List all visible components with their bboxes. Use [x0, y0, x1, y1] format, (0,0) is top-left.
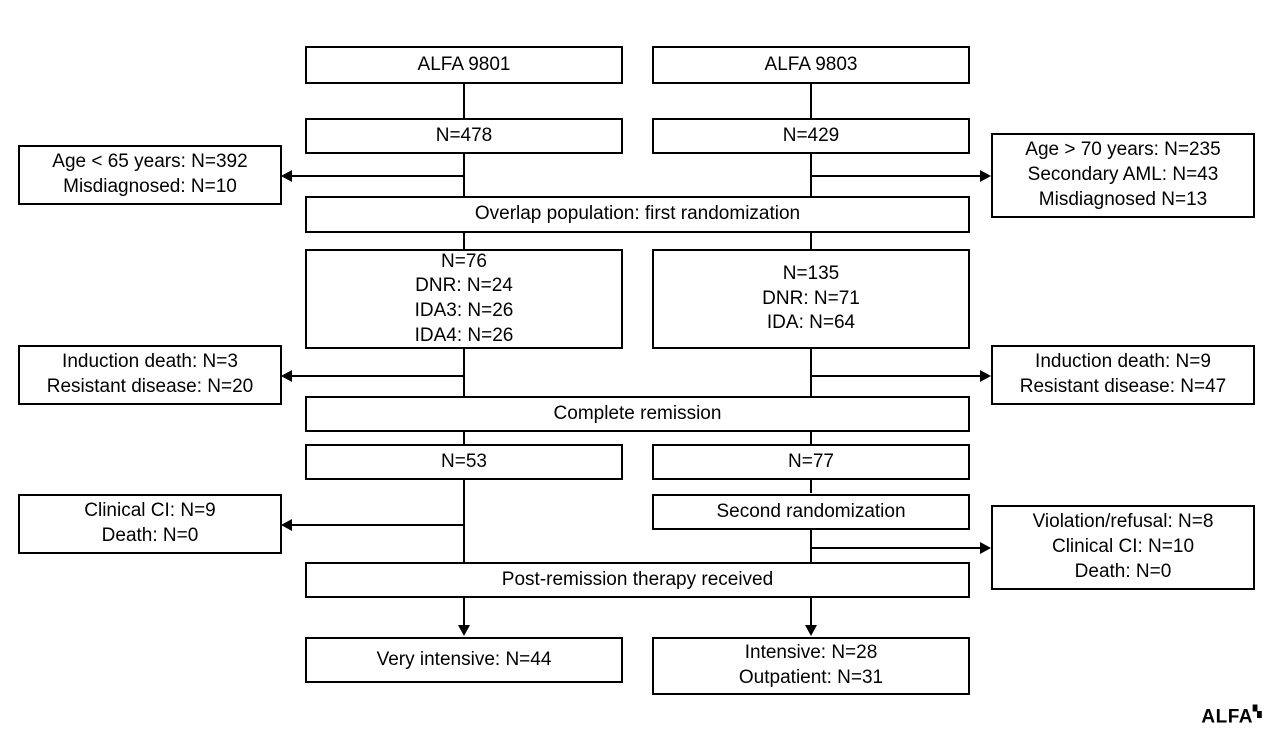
- alfa-logo: [1201, 705, 1262, 728]
- box-n-left[interactable]: [305, 118, 623, 154]
- box-line: Clinical CI: N=9: [84, 500, 216, 522]
- box-arm-left[interactable]: [305, 249, 623, 349]
- connector-left-spine-6: [463, 479, 465, 563]
- box-line: ALFA 9803: [764, 53, 858, 75]
- box-exclusions-right-1[interactable]: [991, 133, 1255, 218]
- box-overlap-population[interactable]: [305, 196, 970, 233]
- box-line: N=76: [441, 250, 487, 272]
- connector-right-spine-6: [810, 479, 812, 493]
- box-line: Resistant disease: N=47: [1019, 376, 1227, 397]
- box-line: N=77: [788, 450, 834, 472]
- connector-excl-right-1: [810, 175, 982, 177]
- connector-excl-left-1: [292, 175, 464, 177]
- box-post-remission-therapy[interactable]: [305, 562, 970, 598]
- alfa-logo-text: ALFA: [1201, 706, 1254, 727]
- box-exclusions-left-3[interactable]: [18, 494, 282, 554]
- box-line: IDA4: N=26: [414, 324, 514, 346]
- box-line: N=53: [441, 450, 487, 472]
- box-line: Violation/refusal: N=8: [1032, 511, 1214, 533]
- connector-left-spine-1: [463, 84, 465, 120]
- box-line: Intensive: N=28: [744, 642, 878, 664]
- arrow-excl-left-3: [281, 519, 292, 531]
- connector-right-spine-4: [810, 348, 812, 397]
- arrow-out-right: [805, 625, 817, 636]
- arrow-excl-left-2: [281, 370, 292, 382]
- box-line: DNR: N=24: [415, 275, 513, 297]
- arrow-excl-right-1: [980, 170, 991, 182]
- box-line: Outpatient: N=31: [738, 667, 884, 688]
- arrow-excl-right-2: [980, 370, 991, 382]
- arrow-excl-right-3: [980, 542, 991, 554]
- box-cr-right[interactable]: [652, 444, 970, 480]
- box-line: N=135: [782, 262, 840, 284]
- box-line: Second randomization: [716, 500, 906, 522]
- connector-left-spine-5: [463, 431, 465, 445]
- box-line: Misdiagnosed: N=10: [63, 176, 237, 197]
- box-line: N=429: [782, 124, 840, 146]
- alfa-logo-mark: ▚: [1253, 705, 1262, 718]
- connector-excl-left-3: [292, 524, 464, 526]
- box-line: ALFA 9801: [417, 53, 511, 75]
- connector-right-spine-3: [810, 232, 812, 250]
- box-line: Death: N=0: [1074, 560, 1172, 582]
- box-line: IDA3: N=26: [414, 300, 514, 321]
- connector-left-spine-4: [463, 348, 465, 397]
- box-trial-right[interactable]: [652, 46, 970, 84]
- box-n-right[interactable]: [652, 118, 970, 154]
- box-line: DNR: N=71: [762, 287, 860, 309]
- box-exclusions-left-2[interactable]: [18, 345, 282, 405]
- box-line: Age > 70 years: N=235: [1025, 139, 1221, 161]
- connector-excl-left-2: [292, 375, 464, 377]
- box-line: Overlap population: first randomization: [474, 203, 801, 225]
- box-exclusions-right-2[interactable]: [991, 345, 1255, 405]
- box-line: Secondary AML: N=43: [1027, 164, 1219, 186]
- box-line: Very intensive: N=44: [376, 648, 552, 670]
- box-cr-left[interactable]: [305, 444, 623, 480]
- box-line: Age < 65 years: N=392: [52, 151, 248, 173]
- box-line: IDA: N=64: [766, 312, 856, 334]
- box-exclusions-left-1[interactable]: [18, 145, 282, 205]
- box-line: Induction death: N=3: [62, 351, 238, 373]
- connector-left-spine-3: [463, 232, 465, 250]
- connector-right-spine-1: [810, 84, 812, 120]
- connector-right-spine-5: [810, 431, 812, 445]
- box-line: Complete remission: [553, 402, 722, 424]
- box-complete-remission[interactable]: [305, 396, 970, 432]
- connector-excl-right-3: [810, 547, 982, 549]
- box-outcome-right[interactable]: [652, 637, 970, 695]
- box-arm-right[interactable]: [652, 249, 970, 349]
- connector-excl-right-2: [810, 375, 982, 377]
- box-line: Post-remission therapy received: [501, 568, 774, 590]
- box-trial-left[interactable]: [305, 46, 623, 84]
- box-line: Clinical CI: N=10: [1051, 536, 1195, 558]
- box-line: Death: N=0: [101, 525, 199, 546]
- box-line: N=478: [435, 124, 493, 146]
- box-line: Induction death: N=9: [1035, 351, 1211, 373]
- arrow-excl-left-1: [281, 170, 292, 182]
- box-outcome-left[interactable]: [305, 637, 623, 683]
- arrow-out-left: [458, 625, 470, 636]
- box-exclusions-right-3[interactable]: [991, 505, 1255, 590]
- box-line: Misdiagnosed N=13: [1038, 188, 1208, 210]
- box-line: Resistant disease: N=20: [46, 376, 254, 397]
- box-second-randomization[interactable]: [652, 494, 970, 530]
